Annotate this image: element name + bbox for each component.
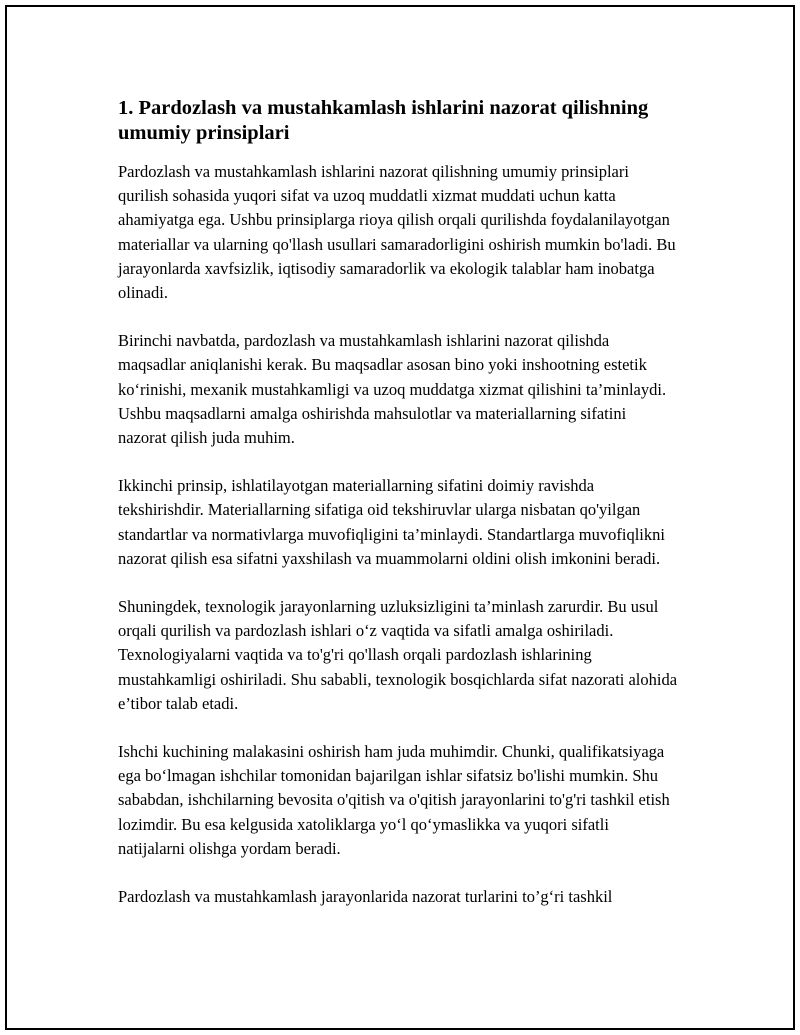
paragraph: Pardozlash va mustahkamlash ishlarini nazorat qilishning umumiy prinsiplari qurilish sohasida yuqori sifat va uzoq muddatli xizmat muddati uchun katta ahamiyatga ega. Ushbu prinsiplarga rioya qilish orqali qurilishda foydalanilayotgan materiallar va ularning qo'llash usullari samaradorligini oshirish mumkin bo'ladi. Bu jarayonlarda xavfsizlik, iqtisodiy samaradorlik va ekologik talablar ham inobatga olinadi.	[118, 162, 676, 303]
paragraph: Shuningdek, texnologik jarayonlarning uzluksizligini ta’minlash zarurdir. Bu usul orqali qurilish va pardozlash ishlari o‘z vaqtida va sifatli amalga oshiriladi. Texnologiyalarni vaqtida va to'g'ri qo'llash orqali pardozlash ishlarining mustahkamligi oshiriladi. Shu sababli, texnologik bosqichlarda sifat nazorati alohida e’tibor talab etadi.	[118, 597, 678, 713]
paragraph: Ishchi kuchining malakasini oshirish ham juda muhimdir. Chunki, qualifikatsiyaga ega bo‘lmagan ishchilar tomonidan bajarilgan ishlar sifatsiz bo'lishi mumkin. Shu sababdan, ishchilarning bevosita o'qitish va o'qitish jarayonlarini to'g'ri tashkil etish lozimdir. Bu esa kelgusida xatoliklarga yo‘l qo‘ymaslikka va yuqori sifatli natijalarni olishga yordam beradi.	[118, 742, 670, 858]
section-heading: 1. Pardozlash va mustahkamlash ishlarini nazorat qilishning umumiy prinsiplari	[118, 97, 649, 144]
document-page	[5, 5, 795, 1030]
document-content	[118, 96, 678, 933]
paragraph: Birinchi navbatda, pardozlash va mustahkamlash ishlarini nazorat qilishda maqsadlar aniqlanishi kerak. Bu maqsadlar asosan bino yoki inshootning estetik ko‘rinishi, mexanik mustahkamligi va uzoq muddatga xizmat qilishini ta’minlaydi. Ushbu maqsadlarni amalga oshirishda mahsulotlar va materiallarning sifatini nazorat qilish juda muhim.	[118, 331, 667, 448]
paragraph: Pardozlash va mustahkamlash jarayonlarida nazorat turlarini to’g‘ri tashkil	[118, 887, 613, 907]
paragraph: Ikkinchi prinsip, ishlatilayotgan materiallarning sifatini doimiy ravishda tekshirishdir. Materiallarning sifatiga oid tekshiruvlar ularga nisbatan qo'yilgan standartlar va normativlarga muvofiqligini ta’minlaydi. Standartlarga muvofiqlikni nazorat qilish esa sifatni yaxshilash va muammolarni oldini olish imkonini beradi.	[118, 476, 665, 568]
